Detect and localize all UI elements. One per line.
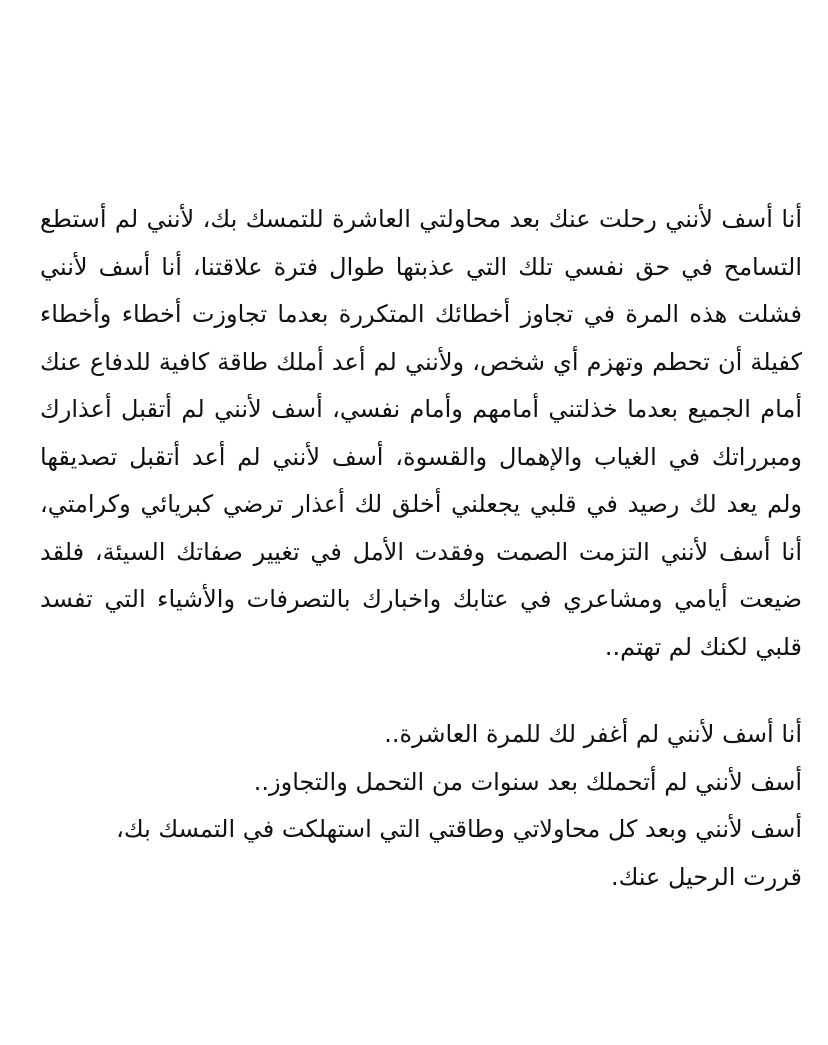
paragraph-apology: أنا أسف لأنني رحلت عنك بعد محاولتي العاشرة للتمسك بك، لأنني لم أستطع التسامح في حق نفسي تلك التي عذبتها طوال فترة علاقتنا، أنا أسف لأنني فشلت هذه المرة في تجاوز أخطائك المتكررة بعدما تجاوزت أخطاء وأخطاء كفيلة أن تحطم وتهزم أي شخص، ولأنني لم أعد أملك طاقة كافية للدفاع عنك أمام الجميع بعدما خذلتني أمامهم وأمام نفسي، أسف لأنني لم أتقبل أعذارك ومبرراتك في الغياب والإهمال والقسوة، أسف لأنني لم أعد أتقبل تصديقها ولم يعد لك رصيد في قلبي يجعلني أخلق لك أعذار ترضي كبريائي وكرامتي، أنا أسف لأنني التزمت الصمت وفقدت الأمل في تغيير صفاتك السيئة، فلقد ضيعت أيامي ومشاعري في عتابك واخبارك بالتصرفات والأشياء التي تفسد قلبي لكنك لم تهتم.. [40,205,802,661]
paragraph-gap [40,671,802,711]
document-body [40,196,802,901]
closing-line-2: أسف لأنني لم أتحملك بعد سنوات من التحمل والتجاوز.. [253,767,802,796]
closing-line-1: أنا أسف لأنني لم أغفر لك للمرة العاشرة.. [384,720,802,748]
closing-line-4: قررت الرحيل عنك. [610,862,802,891]
closing-line-3: أسف لأنني وبعد كل محاولاتي وطاقتي التي استهلكت في التمسك بك، [116,815,802,843]
